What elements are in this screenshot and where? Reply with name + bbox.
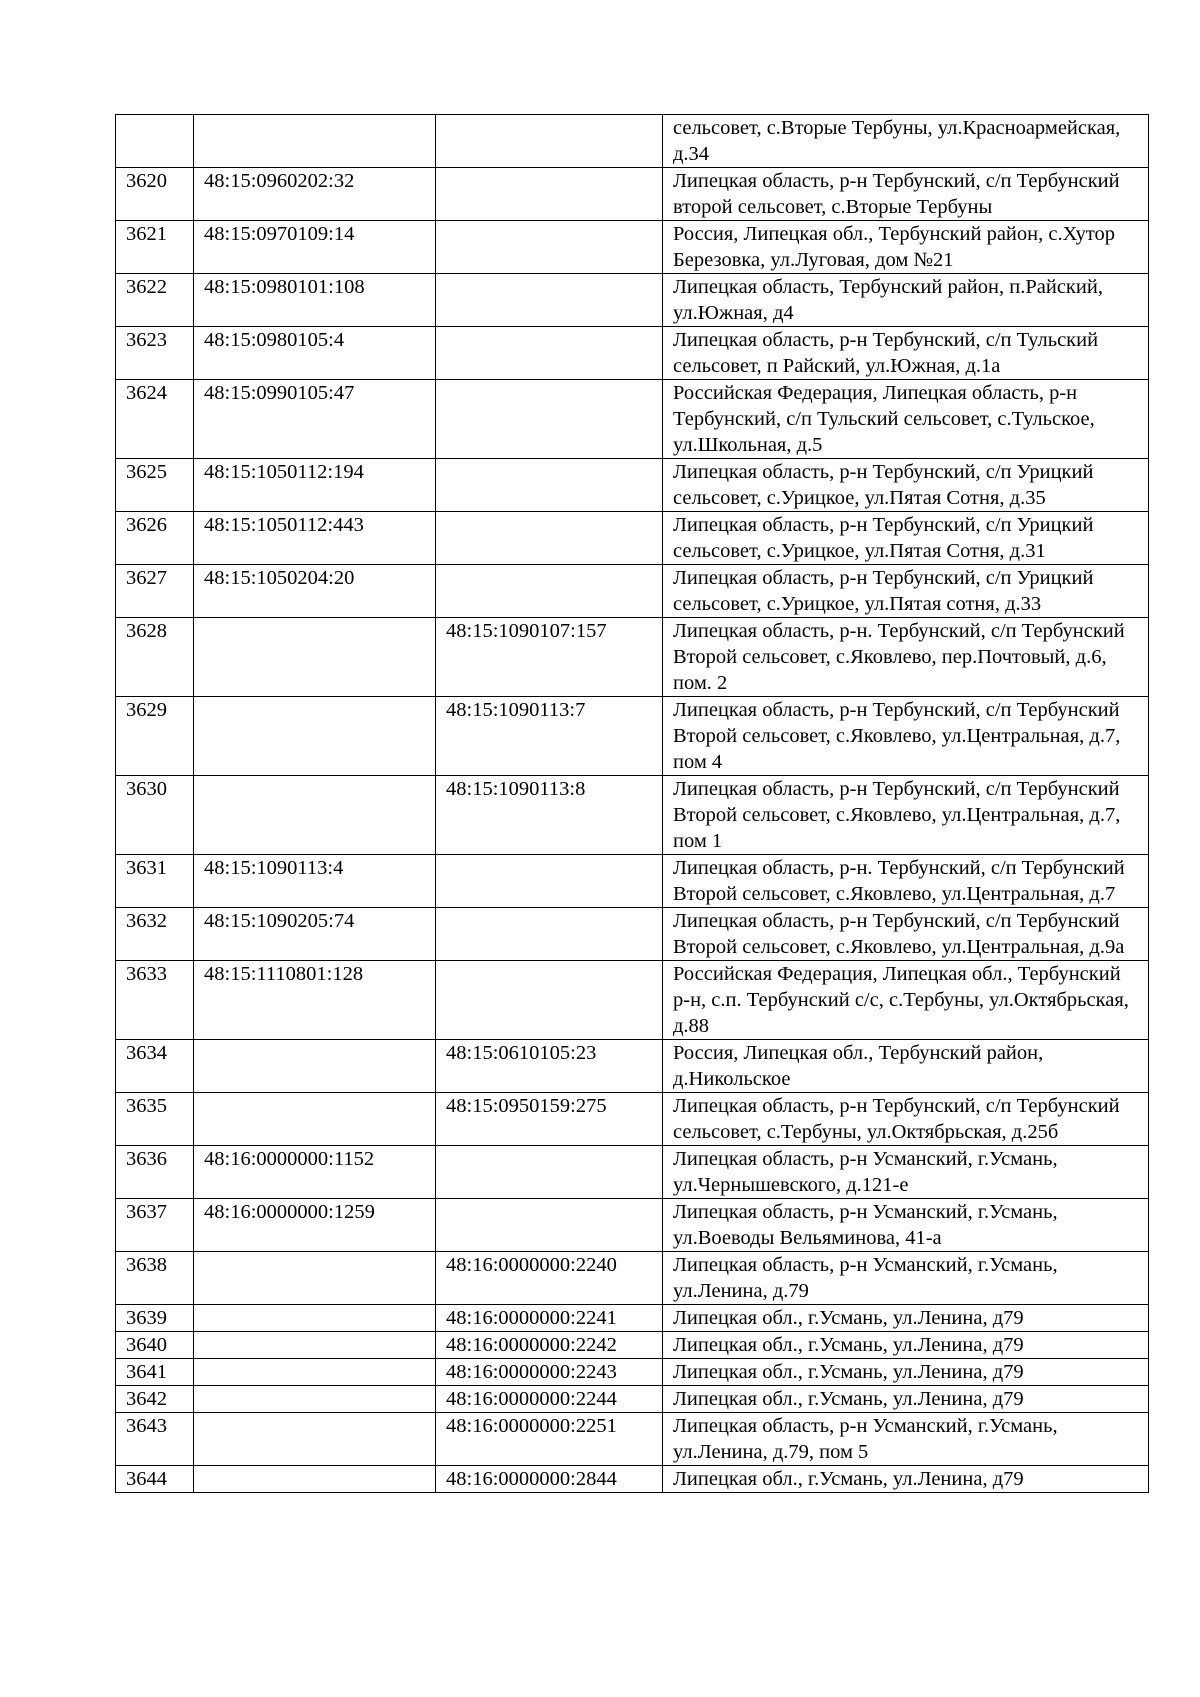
cadastral-number-cell: 48:16:0000000:1152 bbox=[194, 1146, 436, 1199]
table-row bbox=[116, 380, 1149, 459]
cadastral-number-alt-cell bbox=[436, 115, 663, 168]
cadastral-number-cell: 48:15:0980105:4 bbox=[194, 327, 436, 380]
address-cell: Липецкая область, р-н Тербунский, с/п Тербунский Второй сельсовет, с.Яковлево, ул.Центральная, д.7, пом 1 bbox=[663, 776, 1149, 855]
row-number-cell: 3636 bbox=[116, 1146, 194, 1199]
cadastral-number-cell: 48:16:0000000:1259 bbox=[194, 1199, 436, 1252]
row-number-cell: 3623 bbox=[116, 327, 194, 380]
cadastral-number-cell: 48:15:0990105:47 bbox=[194, 380, 436, 459]
address-cell: Липецкая обл., г.Усмань, ул.Ленина, д79 bbox=[663, 1386, 1149, 1413]
table-row bbox=[116, 1305, 1149, 1332]
cadastral-number-cell: 48:15:1090113:4 bbox=[194, 855, 436, 908]
address-cell: Липецкая обл., г.Усмань, ул.Ленина, д79 bbox=[663, 1359, 1149, 1386]
cadastral-number-alt-cell bbox=[436, 459, 663, 512]
cadastral-number-cell bbox=[194, 1332, 436, 1359]
row-number-cell: 3630 bbox=[116, 776, 194, 855]
cadastral-number-alt-cell: 48:15:1090113:7 bbox=[436, 697, 663, 776]
cadastral-number-alt-cell bbox=[436, 1146, 663, 1199]
cadastral-number-cell: 48:15:1050112:194 bbox=[194, 459, 436, 512]
row-number-cell: 3621 bbox=[116, 221, 194, 274]
address-cell: Липецкая область, р-н. Тербунский, с/п Тербунский Второй сельсовет, с.Яковлево, ул.Центральная, д.7 bbox=[663, 855, 1149, 908]
cadastral-number-alt-cell bbox=[436, 908, 663, 961]
cadastral-number-cell bbox=[194, 1305, 436, 1332]
address-cell: сельсовет, с.Вторые Тербуны, ул.Красноармейская, д.34 bbox=[663, 115, 1149, 168]
table-row bbox=[116, 115, 1149, 168]
address-cell: Липецкая область, р-н Тербунский, с/п Тульский сельсовет, п Райский, ул.Южная, д.1а bbox=[663, 327, 1149, 380]
row-number-cell: 3635 bbox=[116, 1093, 194, 1146]
row-number-cell: 3632 bbox=[116, 908, 194, 961]
table-row bbox=[116, 1093, 1149, 1146]
address-cell: Липецкая область, р-н Усманский, г.Усмань, ул.Ленина, д.79 bbox=[663, 1252, 1149, 1305]
address-cell: Липецкая область, р-н Тербунский, с/п Урицкий сельсовет, с.Урицкое, ул.Пятая Сотня, д.35 bbox=[663, 459, 1149, 512]
address-cell: Липецкая обл., г.Усмань, ул.Ленина, д79 bbox=[663, 1332, 1149, 1359]
registry-table bbox=[115, 114, 1149, 1493]
cadastral-number-cell: 48:15:1090205:74 bbox=[194, 908, 436, 961]
address-cell: Россия, Липецкая обл., Тербунский район, д.Никольское bbox=[663, 1040, 1149, 1093]
table-row bbox=[116, 961, 1149, 1040]
table-row bbox=[116, 512, 1149, 565]
cadastral-number-cell bbox=[194, 1386, 436, 1413]
cadastral-number-cell: 48:15:1050112:443 bbox=[194, 512, 436, 565]
table-row bbox=[116, 1252, 1149, 1305]
row-number-cell: 3628 bbox=[116, 618, 194, 697]
address-cell: Липецкая область, р-н Тербунский, с/п Урицкий сельсовет, с.Урицкое, ул.Пятая Сотня, д.31 bbox=[663, 512, 1149, 565]
cadastral-number-cell bbox=[194, 1413, 436, 1466]
table-row bbox=[116, 697, 1149, 776]
table-row bbox=[116, 1332, 1149, 1359]
cadastral-number-cell bbox=[194, 1252, 436, 1305]
cadastral-number-cell: 48:15:0970109:14 bbox=[194, 221, 436, 274]
cadastral-number-alt-cell: 48:16:0000000:2244 bbox=[436, 1386, 663, 1413]
cadastral-number-alt-cell bbox=[436, 221, 663, 274]
table-row bbox=[116, 459, 1149, 512]
table-row bbox=[116, 1199, 1149, 1252]
cadastral-number-cell bbox=[194, 1040, 436, 1093]
cadastral-number-alt-cell: 48:16:0000000:2251 bbox=[436, 1413, 663, 1466]
cadastral-number-alt-cell bbox=[436, 274, 663, 327]
row-number-cell: 3642 bbox=[116, 1386, 194, 1413]
cadastral-number-alt-cell: 48:16:0000000:2243 bbox=[436, 1359, 663, 1386]
row-number-cell: 3626 bbox=[116, 512, 194, 565]
row-number-cell: 3644 bbox=[116, 1466, 194, 1493]
row-number-cell: 3640 bbox=[116, 1332, 194, 1359]
address-cell: Российская Федерация, Липецкая обл., Тербунский р-н, с.п. Тербунский с/с, с.Тербуны, ул.Октябрьская, д.88 bbox=[663, 961, 1149, 1040]
address-cell: Липецкая область, р-н Тербунский, с/п Тербунский Второй сельсовет, с.Яковлево, ул.Центральная, д.9а bbox=[663, 908, 1149, 961]
row-number-cell: 3643 bbox=[116, 1413, 194, 1466]
cadastral-number-cell bbox=[194, 618, 436, 697]
cadastral-number-cell bbox=[194, 1093, 436, 1146]
table-row bbox=[116, 776, 1149, 855]
cadastral-number-alt-cell bbox=[436, 512, 663, 565]
table-row bbox=[116, 1146, 1149, 1199]
cadastral-number-alt-cell bbox=[436, 1199, 663, 1252]
cadastral-number-alt-cell: 48:16:0000000:2241 bbox=[436, 1305, 663, 1332]
address-cell: Липецкая область, р-н Усманский, г.Усмань, ул.Воеводы Вельяминова, 41-а bbox=[663, 1199, 1149, 1252]
address-cell: Липецкая область, Тербунский район, п.Райский, ул.Южная, д4 bbox=[663, 274, 1149, 327]
table-row bbox=[116, 1386, 1149, 1413]
table-row bbox=[116, 1466, 1149, 1493]
table-row bbox=[116, 1359, 1149, 1386]
cadastral-number-cell bbox=[194, 1359, 436, 1386]
cadastral-number-alt-cell bbox=[436, 855, 663, 908]
cadastral-number-alt-cell: 48:16:0000000:2240 bbox=[436, 1252, 663, 1305]
cadastral-number-alt-cell bbox=[436, 380, 663, 459]
cadastral-number-cell bbox=[194, 697, 436, 776]
table-row bbox=[116, 327, 1149, 380]
row-number-cell: 3638 bbox=[116, 1252, 194, 1305]
row-number-cell: 3625 bbox=[116, 459, 194, 512]
table-row bbox=[116, 908, 1149, 961]
cadastral-number-cell: 48:15:1050204:20 bbox=[194, 565, 436, 618]
cadastral-number-alt-cell: 48:15:0950159:275 bbox=[436, 1093, 663, 1146]
cadastral-number-cell bbox=[194, 1466, 436, 1493]
row-number-cell: 3629 bbox=[116, 697, 194, 776]
cadastral-number-alt-cell: 48:16:0000000:2242 bbox=[436, 1332, 663, 1359]
row-number-cell: 3641 bbox=[116, 1359, 194, 1386]
address-cell: Липецкая область, р-н Усманский, г.Усмань, ул.Чернышевского, д.121-е bbox=[663, 1146, 1149, 1199]
table-row bbox=[116, 274, 1149, 327]
address-cell: Липецкая область, р-н Тербунский, с/п Тербунский Второй сельсовет, с.Яковлево, ул.Центральная, д.7, пом 4 bbox=[663, 697, 1149, 776]
table-row bbox=[116, 221, 1149, 274]
row-number-cell: 3620 bbox=[116, 168, 194, 221]
cadastral-number-cell: 48:15:0980101:108 bbox=[194, 274, 436, 327]
row-number-cell: 3634 bbox=[116, 1040, 194, 1093]
cadastral-number-alt-cell bbox=[436, 565, 663, 618]
cadastral-number-alt-cell: 48:15:1090113:8 bbox=[436, 776, 663, 855]
address-cell: Россия, Липецкая обл., Тербунский район, с.Хутор Березовка, ул.Луговая, дом №21 bbox=[663, 221, 1149, 274]
address-cell: Липецкая обл., г.Усмань, ул.Ленина, д79 bbox=[663, 1466, 1149, 1493]
registry-table-body bbox=[116, 115, 1149, 1493]
cadastral-number-alt-cell: 48:15:0610105:23 bbox=[436, 1040, 663, 1093]
table-row bbox=[116, 618, 1149, 697]
table-row bbox=[116, 855, 1149, 908]
table-row bbox=[116, 1413, 1149, 1466]
row-number-cell: 3631 bbox=[116, 855, 194, 908]
table-row bbox=[116, 565, 1149, 618]
address-cell: Липецкая область, р-н Тербунский, с/п Урицкий сельсовет, с.Урицкое, ул.Пятая сотня, д.33 bbox=[663, 565, 1149, 618]
cadastral-number-cell: 48:15:1110801:128 bbox=[194, 961, 436, 1040]
row-number-cell bbox=[116, 115, 194, 168]
row-number-cell: 3627 bbox=[116, 565, 194, 618]
address-cell: Липецкая область, р-н Тербунский, с/п Тербунский сельсовет, с.Тербуны, ул.Октябрьская, д.25б bbox=[663, 1093, 1149, 1146]
row-number-cell: 3633 bbox=[116, 961, 194, 1040]
cadastral-number-alt-cell bbox=[436, 168, 663, 221]
row-number-cell: 3622 bbox=[116, 274, 194, 327]
cadastral-number-cell: 48:15:0960202:32 bbox=[194, 168, 436, 221]
cadastral-number-alt-cell: 48:16:0000000:2844 bbox=[436, 1466, 663, 1493]
cadastral-number-alt-cell bbox=[436, 961, 663, 1040]
address-cell: Российская Федерация, Липецкая область, р-н Тербунский, с/п Тульский сельсовет, с.Тульское, ул.Школьная, д.5 bbox=[663, 380, 1149, 459]
cadastral-number-alt-cell: 48:15:1090107:157 bbox=[436, 618, 663, 697]
row-number-cell: 3637 bbox=[116, 1199, 194, 1252]
table-row bbox=[116, 1040, 1149, 1093]
address-cell: Липецкая обл., г.Усмань, ул.Ленина, д79 bbox=[663, 1305, 1149, 1332]
address-cell: Липецкая область, р-н Тербунский, с/п Тербунский второй сельсовет, с.Вторые Тербуны bbox=[663, 168, 1149, 221]
address-cell: Липецкая область, р-н Усманский, г.Усмань, ул.Ленина, д.79, пом 5 bbox=[663, 1413, 1149, 1466]
address-cell: Липецкая область, р-н. Тербунский, с/п Тербунский Второй сельсовет, с.Яковлево, пер.Почтовый, д.6, пом. 2 bbox=[663, 618, 1149, 697]
table-row bbox=[116, 168, 1149, 221]
row-number-cell: 3639 bbox=[116, 1305, 194, 1332]
row-number-cell: 3624 bbox=[116, 380, 194, 459]
cadastral-number-alt-cell bbox=[436, 327, 663, 380]
cadastral-number-cell bbox=[194, 776, 436, 855]
cadastral-number-cell bbox=[194, 115, 436, 168]
